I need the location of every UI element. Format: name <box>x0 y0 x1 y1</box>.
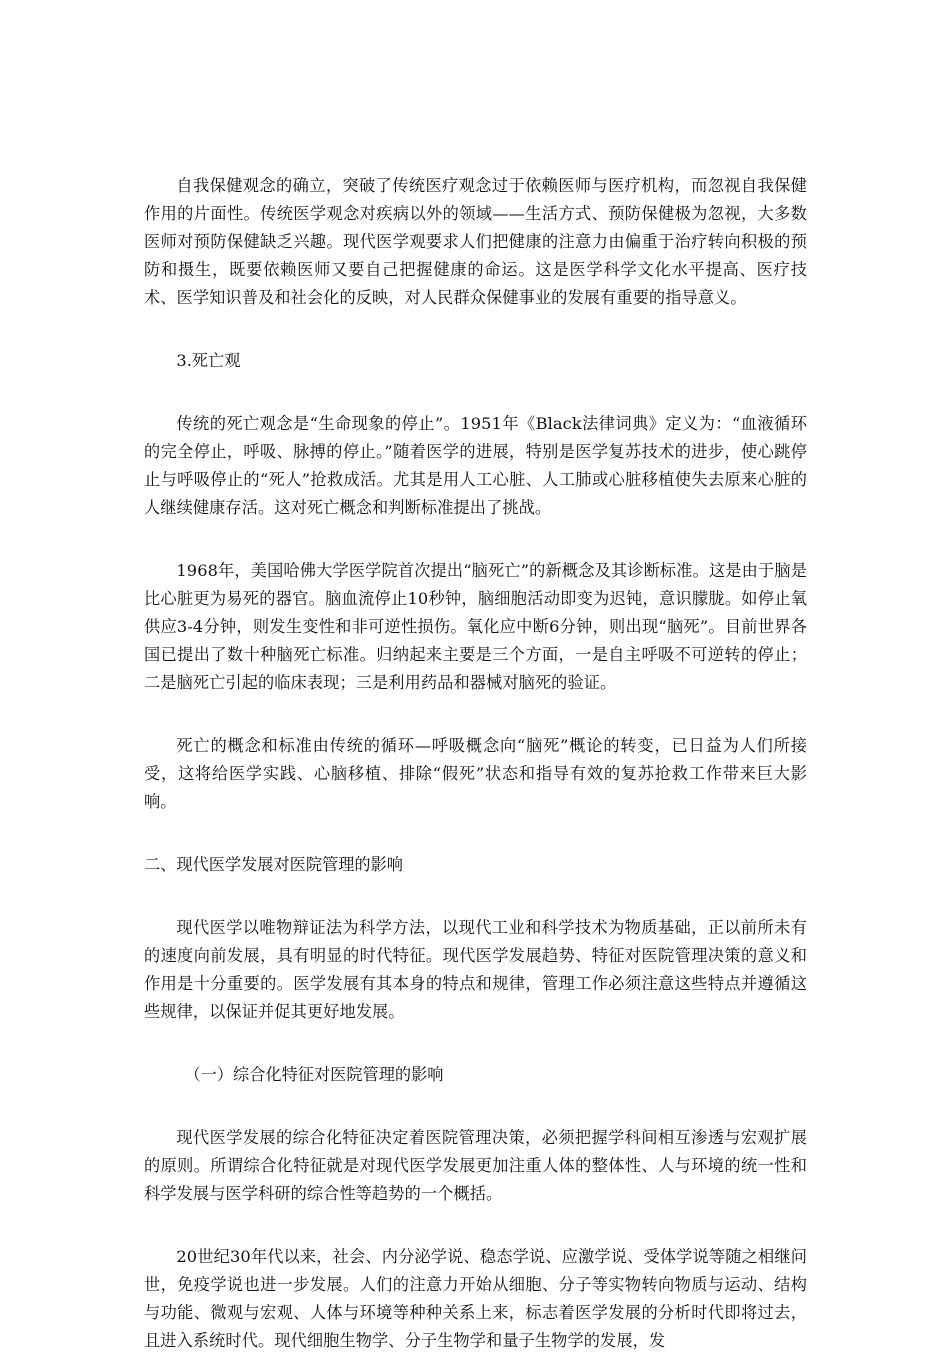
heading-death-concept: 3.死亡观 <box>176 351 241 370</box>
subsection-heading-integration: （一）综合化特征对医院管理的影响 <box>184 1065 444 1084</box>
paragraph-death-standard-shift: 死亡的概念和标准由传统的循环—呼吸概念向“脑死”概论的转变，已日益为人们所接受，这将给医学实践、心脑移植、排除“假死”状态和指导有效的复苏抢救工作带来巨大影响。 <box>144 736 807 811</box>
spacer <box>144 522 807 557</box>
paragraph-self-care: 自我保健观念的确立，突破了传统医疗观念过于依赖医师与医疗机构，而忽视自我保健作用的片面性。传统医学观念对疾病以外的领域——生活方式、预防保健极为忽视，大多数医师对预防保健缺乏兴趣。现代医学观要求人们把健康的注意力由偏重于治疗转向积极的预防和摄生，既要依赖医师又要自己把握健康的命运。这是医学科学文化水平提高、医疗技术、医学知识普及和社会化的反映，对人民群众保健事业的发展有重要的指导意义。 <box>144 176 807 307</box>
paragraph-modern-medicine: 现代医学以唯物辩证法为科学方法，以现代工业和科学技术为物质基础，正以前所未有的速度向前发展，具有明显的时代特征。现代医学发展趋势、特征对医院管理决策的意义和作用是十分重要的。医学发展有其本身的特点和规律，管理工作必须注意这些特点并遵循这些规律，以保证并促其更好地发展。 <box>144 918 807 1021</box>
paragraph-brain-death-1968: 1968年，美国哈佛大学医学院首次提出“脑死亡”的新概念及其诊断标准。这是由于脑是比心脏更为易死的器官。脑血流停止10秒钟，脑细胞活动即变为迟钝，意识朦胧。如停止氧供应3-4分钟，则发生变性和非可逆性损伤。氧化应中断6分钟，则出现“脑死”。目前世界各国已提出了数十种脑死亡标准。归纳起来主要是三个方面，一是自主呼吸不可逆转的停止；二是脑死亡引起的临床表现；三是利用药品和器械对脑死的验证。 <box>144 561 807 692</box>
spacer <box>144 1026 807 1061</box>
paragraph-1930s-theories: 20世纪30年代以来，社会、内分泌学说、稳态学说、应激学说、受体学说等随之相继问世，免疫学说也进一步发展。人们的注意力开始从细胞、分子等实物转向物质与运动、结构与功能、微观与宏观、人体与环境等种种关系上来，标志着医学发展的分析时代即将过去，且进入系统时代。现代细胞生物学、分子生物学和量子生物学的发展，发 <box>144 1247 807 1350</box>
document-page <box>144 172 807 1355</box>
paragraph-traditional-death: 传统的死亡观念是“生命现象的停止”。1951年《Black法律词典》定义为：“血液循环的完全停止，呼吸、脉搏的停止。”随着医学的进展，特别是医学复苏技术的进步，使心跳停止与呼吸停止的“死人”抢救成活。尤其是用人工心脏、人工肺或心脏移植使失去原来心脏的人继续健康存活。这对死亡概念和判断标准提出了挑战。 <box>144 414 807 517</box>
section-heading-hospital-management: 二、现代医学发展对医院管理的影响 <box>144 855 403 874</box>
spacer <box>144 1089 807 1124</box>
spacer <box>144 375 807 410</box>
spacer <box>144 312 807 347</box>
spacer <box>144 816 807 851</box>
spacer <box>144 879 807 914</box>
spacer <box>144 697 807 732</box>
paragraph-integration-feature: 现代医学发展的综合化特征决定着医院管理决策，必须把握学科间相互渗透与宏观扩展的原则。所谓综合化特征就是对现代医学发展更加注重人体的整体性、人与环境的统一性和科学发展与医学科研的综合性等趋势的一个概括。 <box>144 1128 807 1203</box>
spacer <box>144 1208 807 1243</box>
